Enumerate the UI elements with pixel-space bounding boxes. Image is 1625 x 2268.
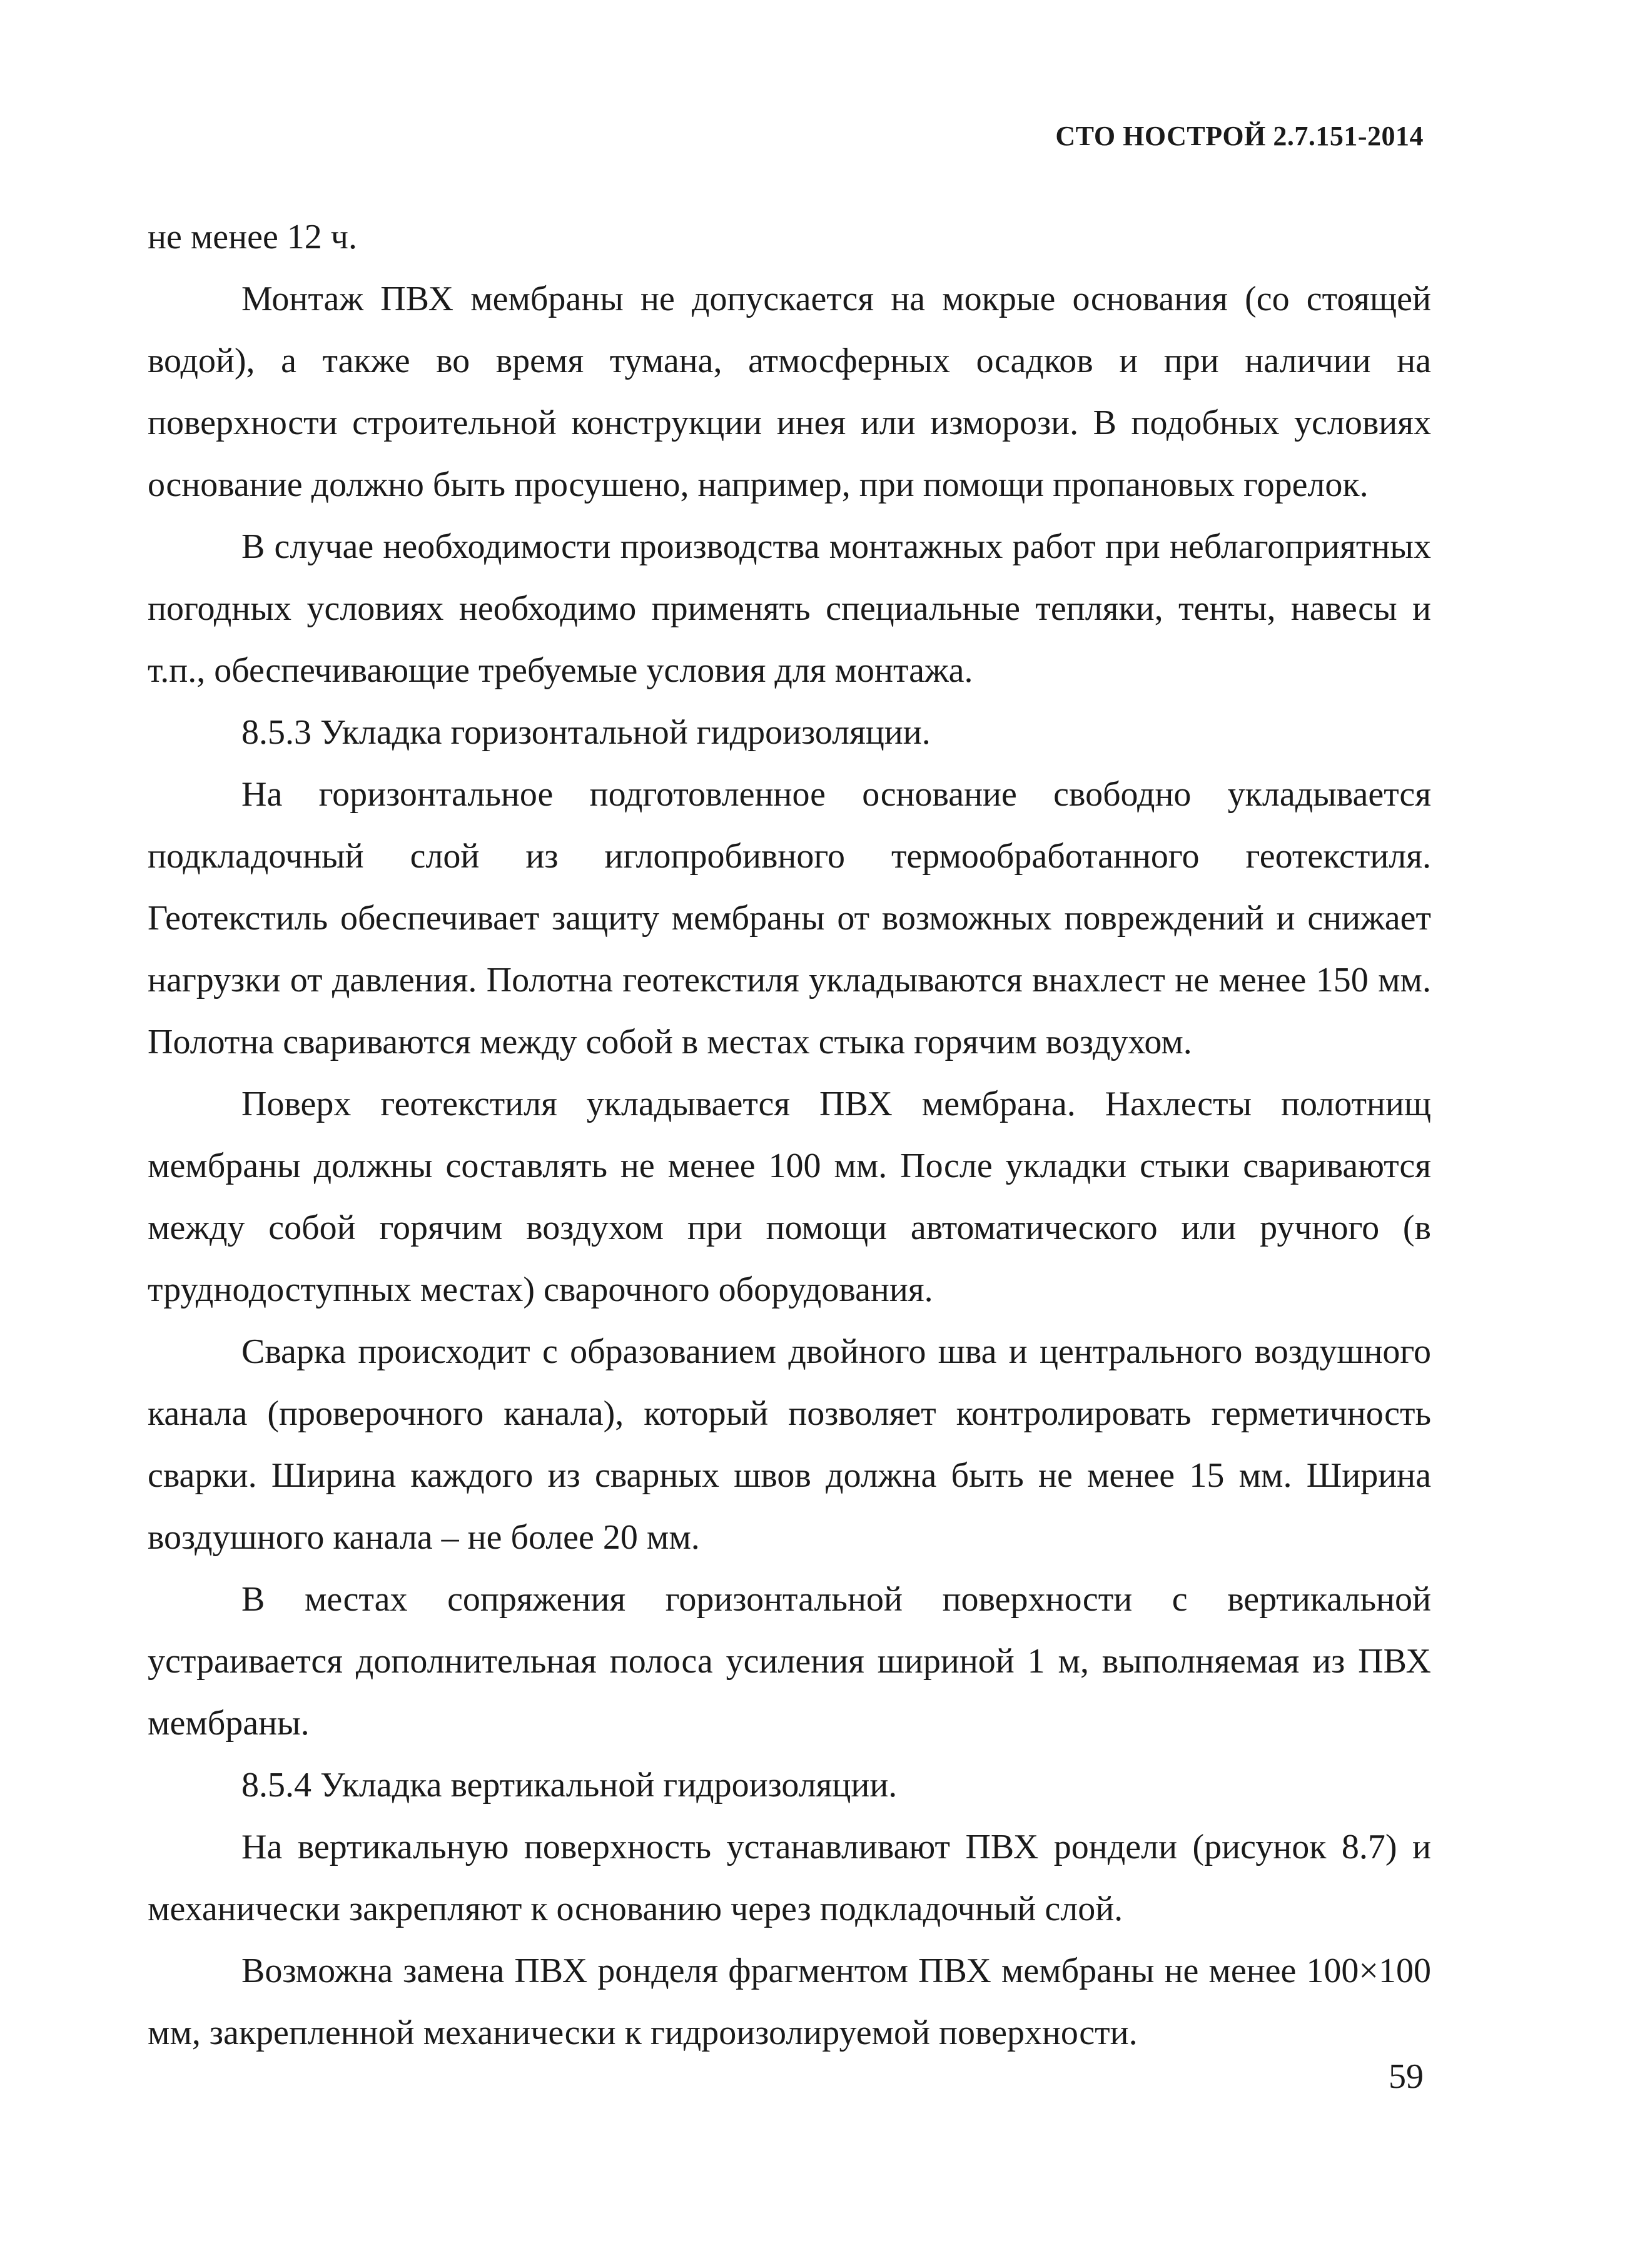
paragraph: Сварка происходит с образованием двойного шва и центрального воздушного канала (проверочного канала), который позволяет контролировать герметичность сварки. Ширина каждого из сварных швов должна быть не менее 15 мм. Ширина воздушного канала – не более 20 мм. xyxy=(148,1332,1431,1557)
paragraph: В случае необходимости производства монтажных работ при неблагоприятных погодных условиях необходимо применять специальные тепляки, тенты, навесы и т.п., обеспечивающие требуемые условия для монтажа. xyxy=(148,527,1431,690)
paragraph: Поверх геотекстиля укладывается ПВХ мембрана. Нахлесты полотнищ мембраны должны составлять не менее 100 мм. После укладки стыки свариваются между собой горячим воздухом при помощи автоматического или ручного (в труднодоступных местах) сварочного оборудования. xyxy=(148,1085,1431,1309)
document-body xyxy=(148,206,1431,2064)
document-code-header: СТО НОСТРОЙ 2.7.151-2014 xyxy=(1055,121,1424,151)
paragraph: На вертикальную поверхность устанавливают ПВХ рондели (рисунок 8.7) и механически закрепляют к основанию через подкладочный слой. xyxy=(148,1828,1431,1928)
paragraph: Монтаж ПВХ мембраны не допускается на мокрые основания (со стоящей водой), а также во время тумана, атмосферных осадков и при наличии на поверхности строительной конструкции инея или изморози. В подобных условиях основание должно быть просушено, например, при помощи пропановых горелок. xyxy=(148,280,1431,504)
paragraph: На горизонтальное подготовленное основание свободно укладывается подкладочный слой из иглопробивного термообработанного геотекстиля. Геотекстиль обеспечивает защиту мембраны от возможных повреждений и снижает нагрузки от давления. Полотна геотекстиля укладываются внахлест не менее 150 мм. Полотна свариваются между собой в местах стыка горячим воздухом. xyxy=(148,775,1431,1061)
paragraph: В местах сопряжения горизонтальной поверхности с вертикальной устраивается дополнительная полоса усиления шириной 1 м, выполняемая из ПВХ мембраны. xyxy=(148,1580,1431,1743)
page-number: 59 xyxy=(1389,2057,1424,2096)
section-heading-8-5-3: 8.5.3 Укладка горизонтальной гидроизоляции. xyxy=(241,713,931,752)
paragraph: Возможна замена ПВХ ронделя фрагментом ПВХ мембраны не менее 100×100 мм, закрепленной механически к гидроизолируемой поверхности. xyxy=(148,1952,1431,2052)
paragraph-continuation: не менее 12 ч. xyxy=(148,218,357,256)
section-heading-8-5-4: 8.5.4 Укладка вертикальной гидроизоляции. xyxy=(241,1766,898,1805)
